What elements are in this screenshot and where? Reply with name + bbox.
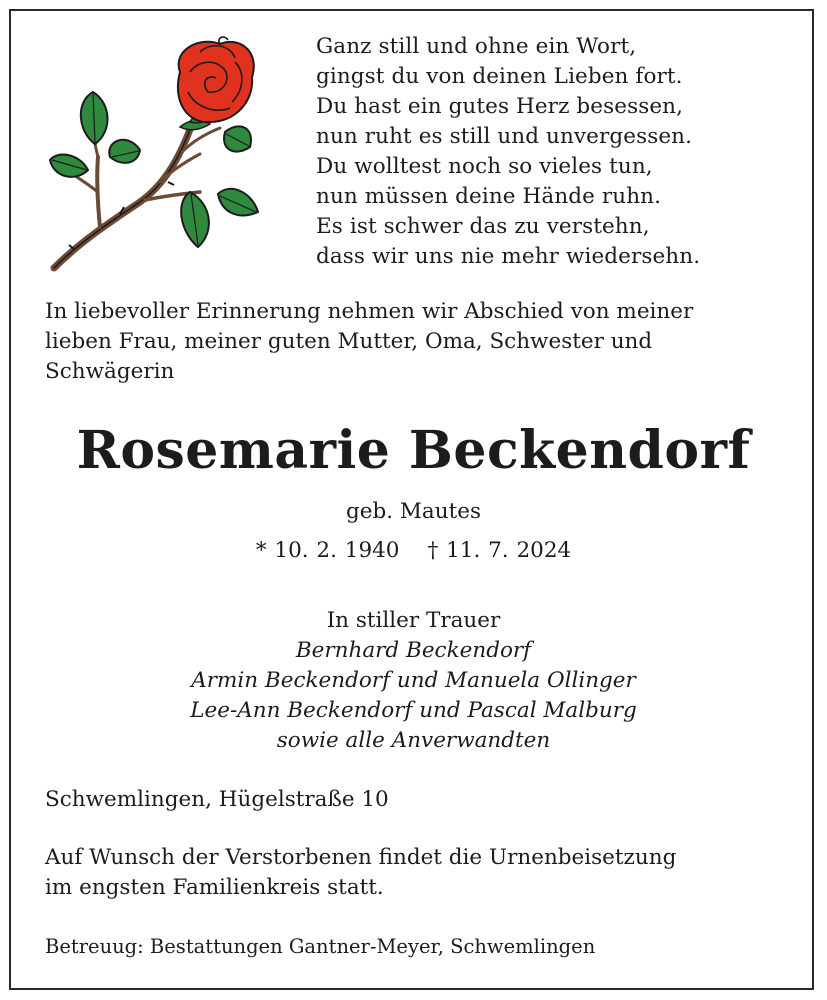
poem-line: gingst du von deinen Lieben fort.	[316, 64, 683, 89]
intro-line: lieben Frau, meiner guten Mutter, Oma, Schwester und	[45, 329, 653, 354]
deceased-name: Rosemarie Beckendorf	[76, 420, 751, 481]
intro-line: Schwägerin	[45, 359, 175, 384]
poem-line: Ganz still und ohne ein Wort,	[316, 34, 637, 59]
address: Schwemlingen, Hügelstraße 10	[45, 787, 389, 812]
mourner-name: sowie alle Anverwandten	[276, 728, 551, 753]
intro-text	[45, 297, 805, 387]
death-date: † 11. 7. 2024	[427, 538, 572, 563]
birth-date: * 10. 2. 1940	[255, 538, 400, 563]
poem-line: Es ist schwer das zu verstehn,	[316, 214, 650, 239]
mourner-name: Bernhard Beckendorf	[295, 638, 532, 663]
mourner-name: Armin Beckendorf und Manuela Ollinger	[191, 668, 636, 693]
notice-line: Auf Wunsch der Verstorbenen findet die Urnenbeisetzung	[45, 845, 677, 870]
poem-line: Du hast ein gutes Herz besessen,	[316, 94, 684, 119]
life-dates	[0, 535, 827, 567]
rose-icon	[40, 32, 265, 277]
funeral-home: Betreuug: Bestattungen Gantner-Meyer, Schwemlingen	[45, 935, 596, 958]
poem	[316, 32, 700, 272]
mourning-heading: In stiller Trauer	[326, 608, 501, 633]
burial-notice	[45, 843, 676, 903]
maiden-name: geb. Mautes	[346, 499, 481, 524]
mourner-name: Lee-Ann Beckendorf und Pascal Malburg	[190, 698, 637, 723]
poem-line: dass wir uns nie mehr wiedersehn.	[316, 244, 701, 269]
poem-line: nun müssen deine Hände ruhn.	[316, 184, 662, 209]
notice-line: im engsten Familienkreis statt.	[45, 875, 384, 900]
poem-line: nun ruht es still und unvergessen.	[316, 124, 693, 149]
poem-line: Du wolltest noch so vieles tun,	[316, 154, 653, 179]
intro-line: In liebevoller Erinnerung nehmen wir Abschied von meiner	[45, 299, 694, 324]
mourners-block	[0, 606, 827, 756]
